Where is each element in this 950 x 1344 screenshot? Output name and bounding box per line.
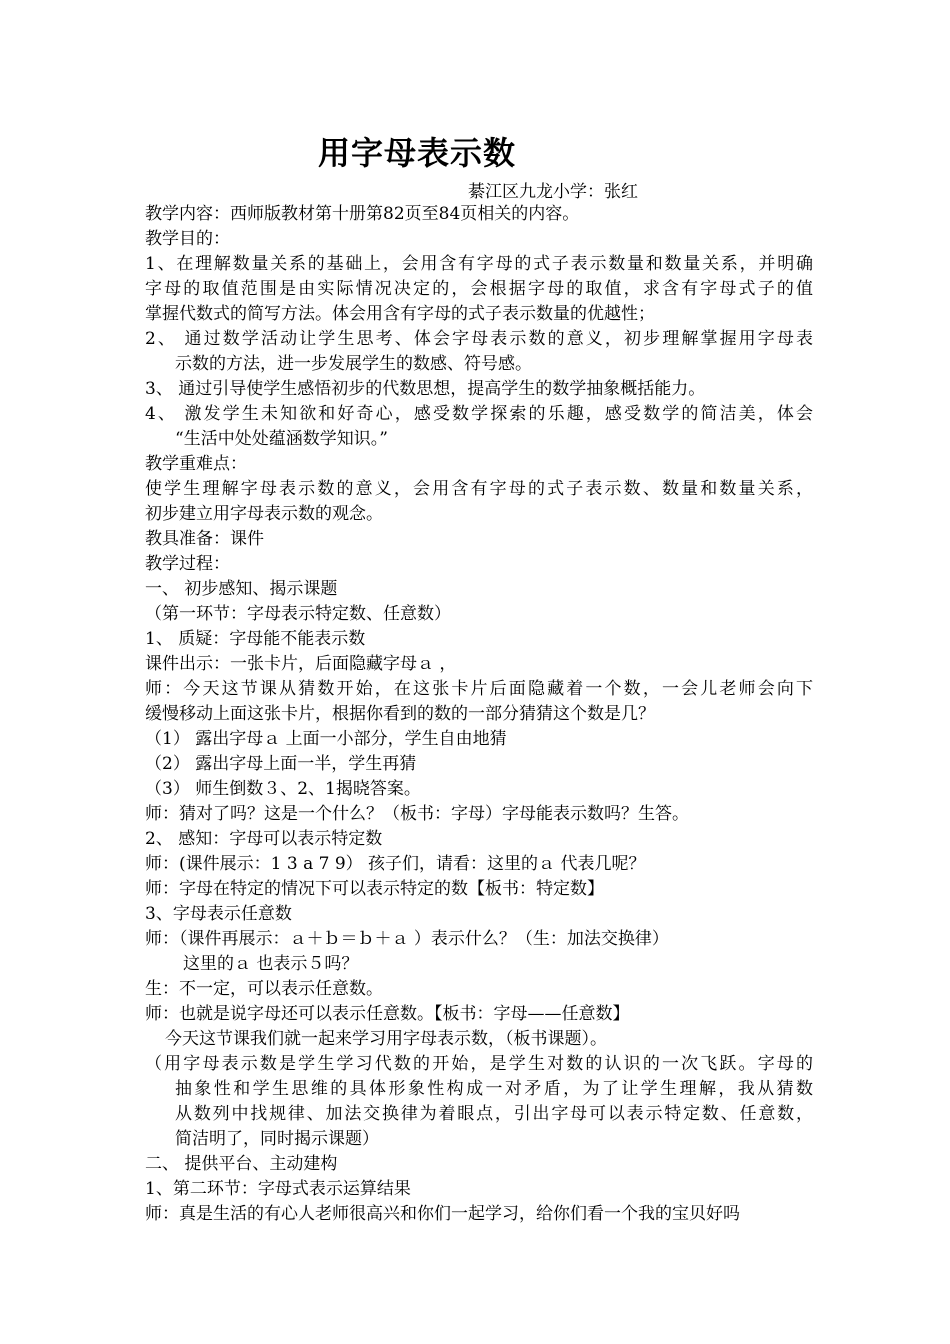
text-line: 从数列中找规律、加法交换律为着眼点，引出字母可以表示特定数、任意数，: [175, 1104, 813, 1124]
text-line: 2、 通过数学活动让学生思考、体会字母表示数的意义，初步理解掌握用字母表: [145, 329, 813, 349]
text-line: 1、第二环节：字母式表示运算结果: [145, 1179, 411, 1199]
text-line: 师：（课件再展示：ａ＋ｂ＝ｂ＋ａ ）表示什么？（生：加法交换律）: [145, 929, 669, 949]
text-line: 教学重难点：: [145, 454, 247, 474]
document-author: 綦江区九龙小学：张红: [468, 182, 638, 202]
document-title: 用字母表示数: [318, 134, 517, 172]
section-heading: 二、 提供平台、主动建构: [145, 1154, 338, 1174]
text-line: 2、 感知：字母可以表示特定数: [145, 829, 383, 849]
text-line: 师：也就是说字母还可以表示任意数。【板书：字母——任意数】: [145, 1004, 630, 1024]
text-line: 掌握代数式的简写方法。体会用含有字母的式子表示数量的优越性；: [145, 304, 655, 324]
text-line: 教学目的：: [145, 229, 230, 249]
text-line: 1、在理解数量关系的基础上，会用含有字母的式子表示数量和数量关系，并明确: [145, 254, 813, 274]
document-body: [145, 202, 813, 1227]
text-line: 师：(课件展示：1 3 a 7 9） 孩子们，请看：这里的ａ 代表几呢？: [145, 854, 646, 874]
text-line: （1） 露出字母ａ 上面一小部分，学生自由地猜: [145, 729, 507, 749]
text-line: 1、 质疑：字母能不能表示数: [145, 629, 366, 649]
section-heading: 一、 初步感知、揭示课题: [145, 579, 338, 599]
text-line: 今天这节课我们就一起来学习用字母表示数，（板书课题）。: [165, 1029, 607, 1049]
text-line: 课件出示：一张卡片，后面隐藏字母ａ ，: [145, 654, 457, 674]
text-line: 生：不一定，可以表示任意数。: [145, 979, 383, 999]
text-line: 教具准备：课件: [145, 529, 264, 549]
text-line: 示数的方法，进一步发展学生的数感、符号感。: [175, 354, 532, 374]
text-line: 师：字母在特定的情况下可以表示特定的数【板书：特定数】: [145, 879, 604, 899]
text-line: 初步建立用字母表示数的观念。: [145, 504, 383, 524]
text-line: 4、 激发学生未知欲和好奇心，感受数学探索的乐趣，感受数学的简洁美，体会: [145, 404, 813, 424]
text-line: 这里的ａ 也表示５吗？: [183, 954, 359, 974]
text-line: 教学过程：: [145, 554, 230, 574]
text-line: 教学内容：西师版教材第十册第82页至84页相关的内容。: [145, 204, 580, 224]
text-line: 简洁明了，同时揭示课题）: [175, 1129, 379, 1149]
text-line: 师：真是生活的有心人老师很高兴和你们一起学习，给你们看一个我的宝贝好吗: [145, 1204, 740, 1224]
text-line: （2） 露出字母上面一半，学生再猜: [145, 754, 417, 774]
text-line: “生活中处处蕴涵数学知识。”: [175, 429, 388, 449]
text-line: 字母的取值范围是由实际情况决定的，会根据字母的取值，求含有字母式子的值: [145, 279, 813, 299]
text-line: 缓慢移动上面这张卡片，根据你看到的数的一部分猜猜这个数是几？: [145, 704, 655, 724]
text-line: （用字母表示数是学生学习代数的开始，是学生对数的认识的一次飞跃。字母的: [145, 1054, 813, 1074]
text-line: （第一环节：字母表示特定数、任意数）: [145, 604, 451, 624]
text-line: 使学生理解字母表示数的意义，会用含有字母的式子表示数、数量和数量关系，: [145, 479, 813, 499]
text-line: 抽象性和学生思维的具体形象性构成一对矛盾，为了让学生理解，我从猜数: [175, 1079, 813, 1099]
text-line: 师：今天这节课从猜数开始，在这张卡片后面隐藏着一个数，一会儿老师会向下: [145, 679, 813, 699]
text-line: 3、字母表示任意数: [145, 904, 292, 924]
text-line: 师：猜对了吗？这是一个什么？（板书：字母）字母能表示数吗？生答。: [145, 804, 689, 824]
text-line: 3、 通过引导使学生感悟初步的代数思想，提高学生的数学抽象概括能力。: [145, 379, 706, 399]
text-line: （3） 师生倒数３、2、1揭晓答案。: [145, 779, 421, 799]
